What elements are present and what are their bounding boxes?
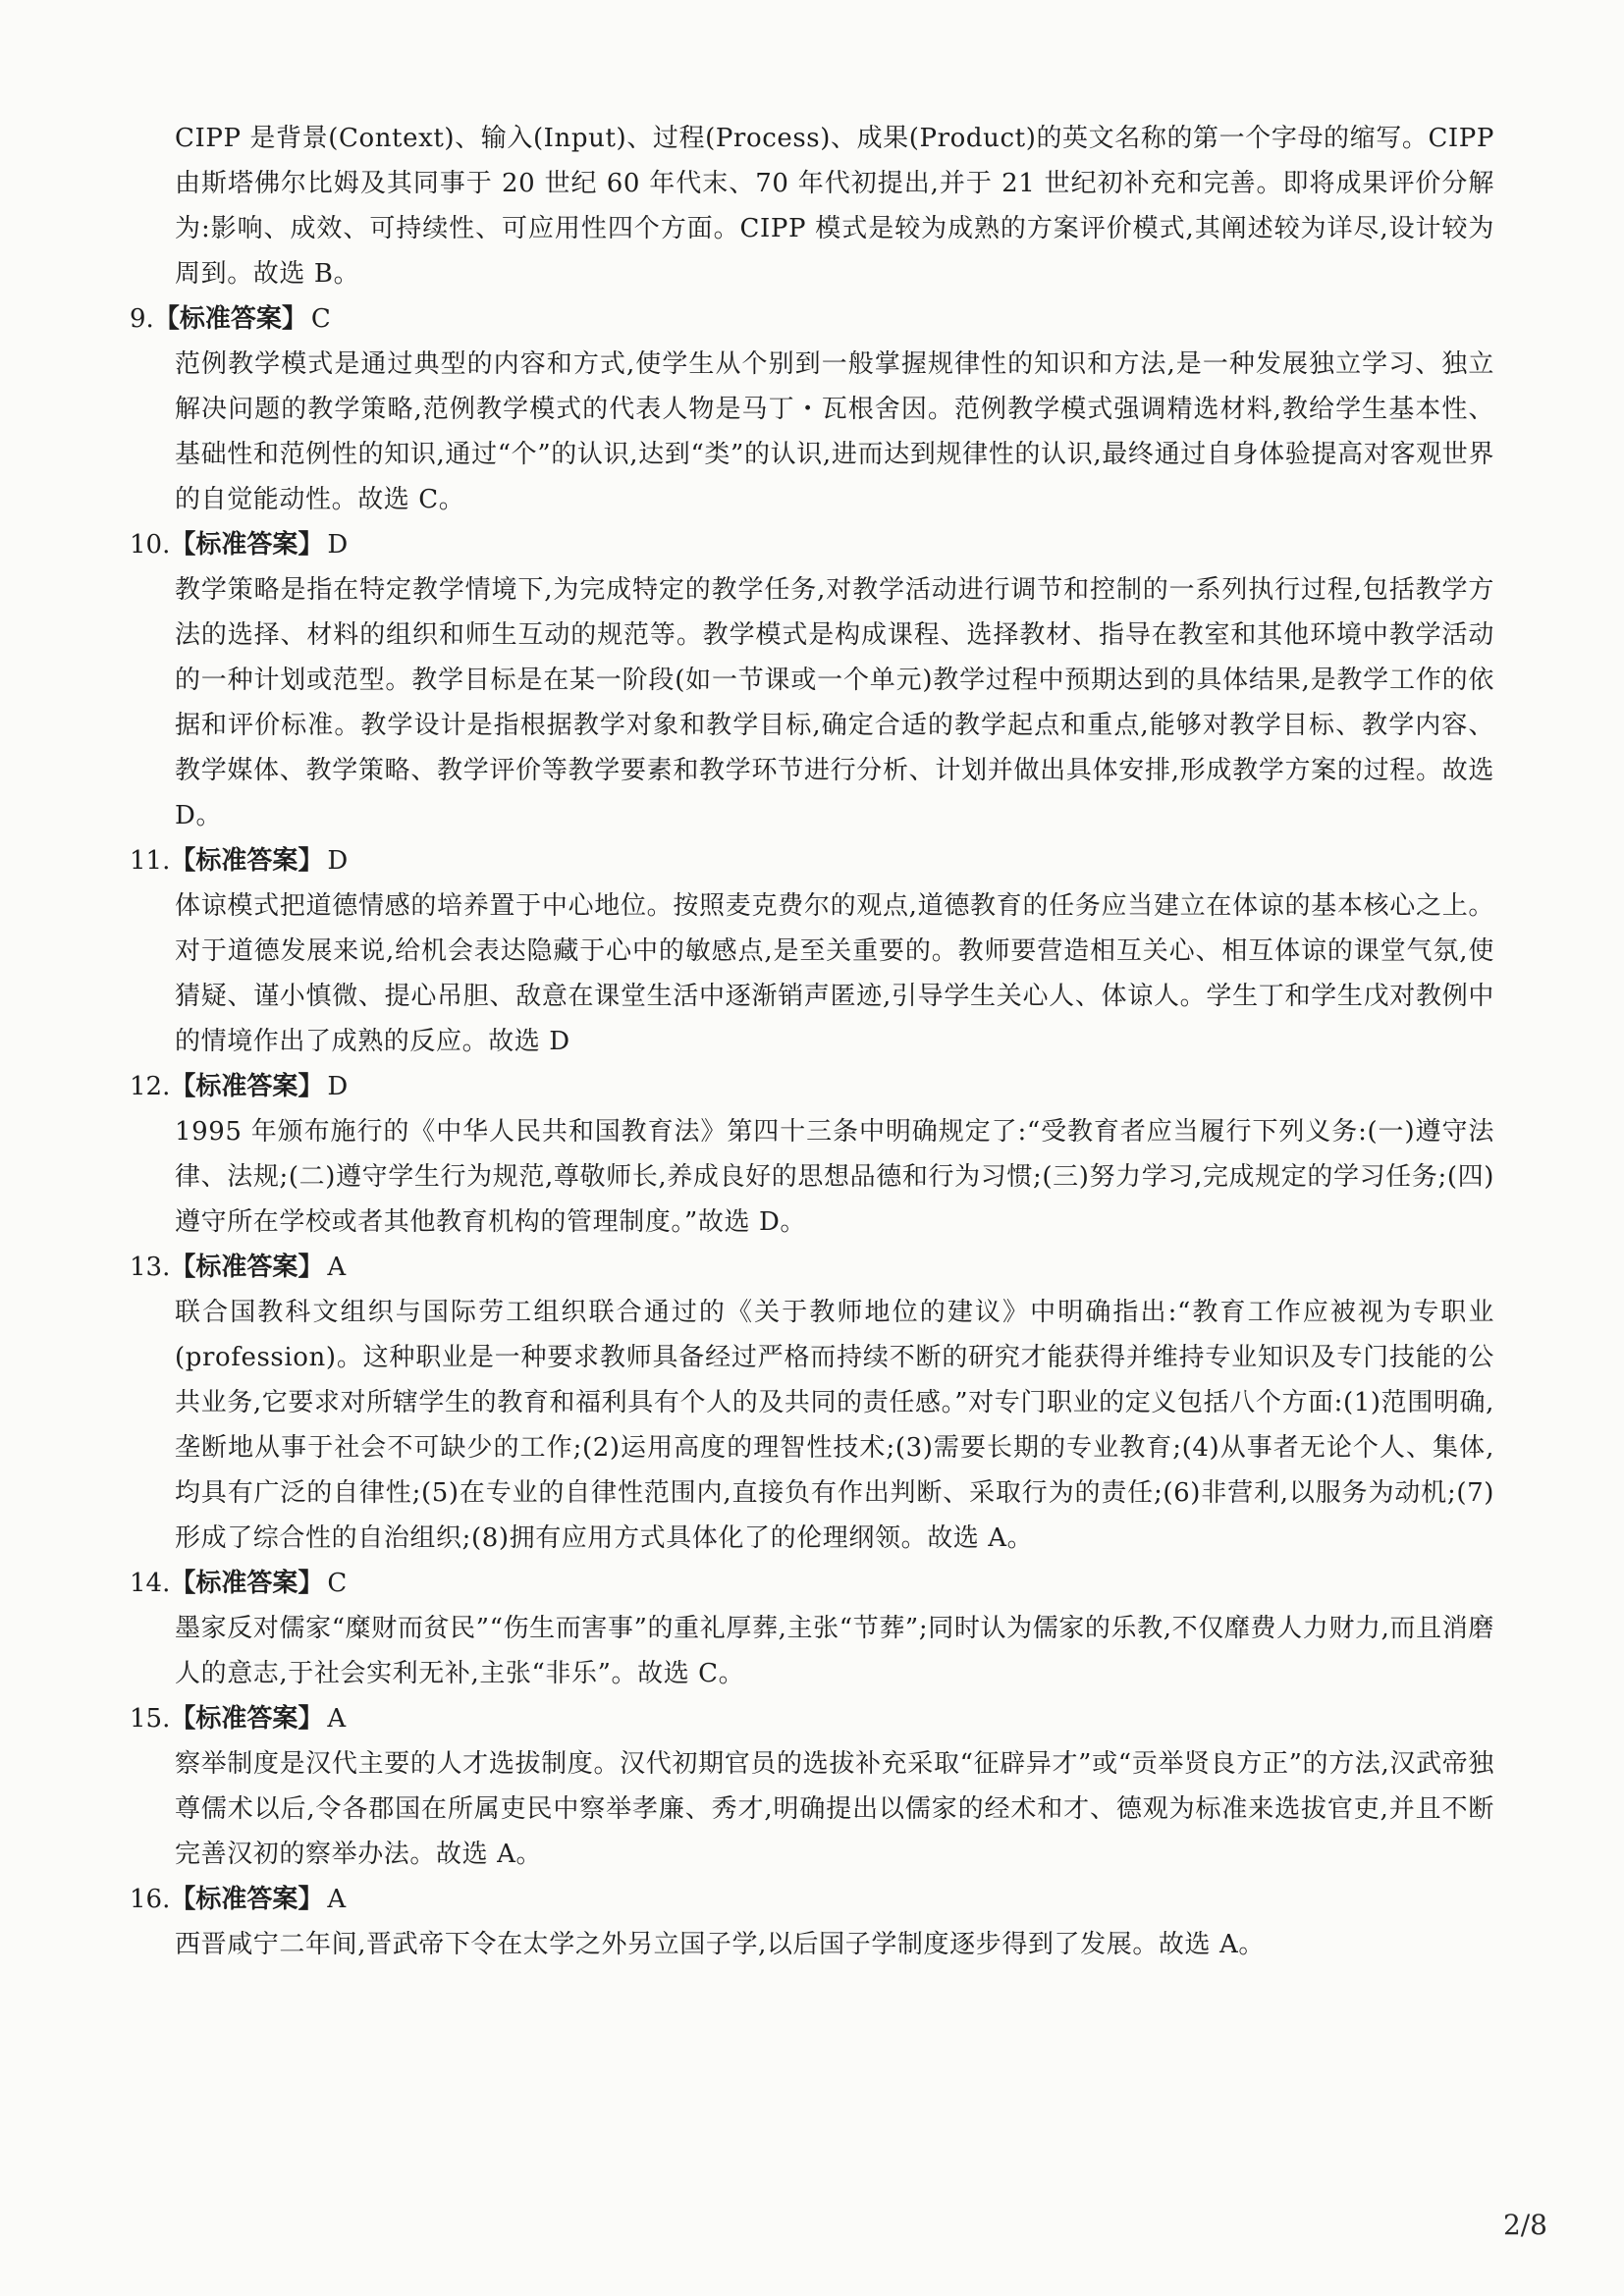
explanation-paragraph: 体谅模式把道德情感的培养置于中心地位。按照麦克费尔的观点,道德教育的任务应当建立在体谅的基本核心之上。对于道德发展来说,给机会表达隐藏于心中的敏感点,是至关重要的。教师要营造相互关心、相互体谅的课堂气氛,使猜疑、谨小慎微、提心吊胆、敌意在课堂生活中逐渐销声匿迹,引导学生关心人、体谅人。学生丁和学生戊对教例中的情境作出了成熟的反应。故选 D: [175, 891, 1494, 1056]
answer-item-16: [130, 1877, 1494, 1967]
item-number: 10.: [130, 530, 171, 560]
explanation-paragraph: 西晋咸宁二年间,晋武帝下令在太学之外另立国子学,以后国子学制度逐步得到了发展。故选 A。: [175, 1930, 1265, 1959]
answer-letter: D: [327, 846, 349, 876]
answer-letter: C: [310, 304, 331, 334]
answer-letter: A: [327, 1704, 347, 1734]
answer-letter: D: [327, 1072, 349, 1101]
item-number: 11.: [130, 846, 171, 876]
answer-item-10: [130, 522, 1494, 838]
explanation-paragraph: 联合国教科文组织与国际劳工组织联合通过的《关于教师地位的建议》中明确指出:“教育工作应被视为专职业(profession)。这种职业是一种要求教师具备经过严格而持续不断的研究才能获得并维持专业知识及专门技能的公共业务,它要求对所辖学生的教育和福利具有个人的及共同的责任感。”对专门职业的定义包括八个方面:(1)范围明确,垄断地从事于社会不可缺少的工作;(2)运用高度的理智性技术;(3)需要长期的专业教育;(4)从事者无论个人、集体,均具有广泛的自律性;(5)在专业的自律性范围内,直接负有作出判断、采取行为的责任;(6)非营利,以服务为动机;(7)形成了综合性的自治组织;(8)拥有应用方式具体化了的伦理纲领。故选 A。: [175, 1298, 1494, 1553]
item-number: 14.: [130, 1569, 171, 1598]
answer-label: 【标准答案】: [170, 1253, 324, 1282]
answer-item-11: [130, 838, 1494, 1064]
explanation-paragraph: 1995 年颁布施行的《中华人民共和国教育法》第四十三条中明确规定了:“受教育者应当履行下列义务:(一)遵守法律、法规;(二)遵守学生行为规范,尊敬师长,养成良好的思想品德和行为习惯;(三)努力学习,完成规定的学习任务;(四)遵守所在学校或者其他教育机构的管理制度。”故选 D。: [175, 1117, 1494, 1237]
answer-label: 【标准答案】: [170, 530, 324, 560]
answer-sheet: [130, 116, 1494, 1967]
item-number: 12.: [130, 1072, 171, 1101]
answer-label: 【标准答案】: [153, 304, 307, 334]
answer-item-15: [130, 1696, 1494, 1877]
answer-item-14: [130, 1561, 1494, 1696]
item-number: 9.: [130, 304, 154, 334]
answer-heading: [130, 1561, 1494, 1606]
answer-heading: [130, 1245, 1494, 1290]
answer-heading: [130, 1064, 1494, 1109]
answer-heading: [130, 296, 1494, 342]
intro-paragraph: CIPP 是背景(Context)、输入(Input)、过程(Process)、成果(Product)的英文名称的第一个字母的缩写。CIPP 由斯塔佛尔比姆及其同事于 20 世纪 60 年代末、70 年代初提出,并于 21 世纪初补充和完善。即将成果评价分解为:影响、成效、可持续性、可应用性四个方面。CIPP 模式是较为成熟的方案评价模式,其阐述较为详尽,设计较为周到。故选 B。: [175, 124, 1494, 289]
answer-item-13: [130, 1245, 1494, 1561]
answer-letter: C: [327, 1569, 348, 1598]
answer-letter: A: [327, 1253, 347, 1282]
explanation-paragraph: 教学策略是指在特定教学情境下,为完成特定的教学任务,对教学活动进行调节和控制的一系列执行过程,包括教学方法的选择、材料的组织和师生互动的规范等。教学模式是构成课程、选择教材、指导在教室和其他环境中教学活动的一种计划或范型。教学目标是在某一阶段(如一节课或一个单元)教学过程中预期达到的具体结果,是教学工作的依据和评价标准。教学设计是指根据教学对象和教学目标,确定合适的教学起点和重点,能够对教学目标、教学内容、教学媒体、教学策略、教学评价等教学要素和教学环节进行分析、计划并做出具体安排,形成教学方案的过程。故选 D。: [175, 575, 1494, 830]
answer-heading: [130, 1877, 1494, 1922]
explanation-paragraph: 范例教学模式是通过典型的内容和方式,使学生从个别到一般掌握规律性的知识和方法,是一种发展独立学习、独立解决问题的教学策略,范例教学模式的代表人物是马丁・瓦根舍因。范例教学模式强调精选材料,教给学生基本性、基础性和范例性的知识,通过“个”的认识,达到“类”的认识,进而达到规律性的认识,最终通过自身体验提高对客观世界的自觉能动性。故选 C。: [175, 349, 1494, 514]
item-number: 13.: [130, 1253, 171, 1282]
answer-item-12: [130, 1064, 1494, 1245]
answer-letter: D: [327, 530, 349, 560]
answer-heading: [130, 1696, 1494, 1741]
item-number: 15.: [130, 1704, 171, 1734]
answer-letter: A: [327, 1885, 347, 1914]
answer-label: 【标准答案】: [170, 846, 324, 876]
answer-heading: [130, 522, 1494, 567]
answer-label: 【标准答案】: [170, 1885, 324, 1914]
item-number: 16.: [130, 1885, 171, 1914]
answer-item-9: [130, 296, 1494, 522]
answer-label: 【标准答案】: [170, 1072, 324, 1101]
explanation-paragraph: 墨家反对儒家“糜财而贫民”“伤生而害事”的重礼厚葬,主张“节葬”;同时认为儒家的乐教,不仅靡费人力财力,而且消磨人的意志,于社会实利无补,主张“非乐”。故选 C。: [175, 1614, 1494, 1688]
answer-label: 【标准答案】: [170, 1704, 324, 1734]
explanation-paragraph: 察举制度是汉代主要的人才选拔制度。汉代初期官员的选拔补充采取“征辟异才”或“贡举贤良方正”的方法,汉武帝独尊儒术以后,令各郡国在所属吏民中察举孝廉、秀才,明确提出以儒家的经术和才、德观为标准来选拔官吏,并且不断完善汉初的察举办法。故选 A。: [175, 1749, 1494, 1869]
answer-label: 【标准答案】: [170, 1569, 324, 1598]
page-number: 2/8: [1502, 2209, 1547, 2241]
answer-heading: [130, 838, 1494, 883]
